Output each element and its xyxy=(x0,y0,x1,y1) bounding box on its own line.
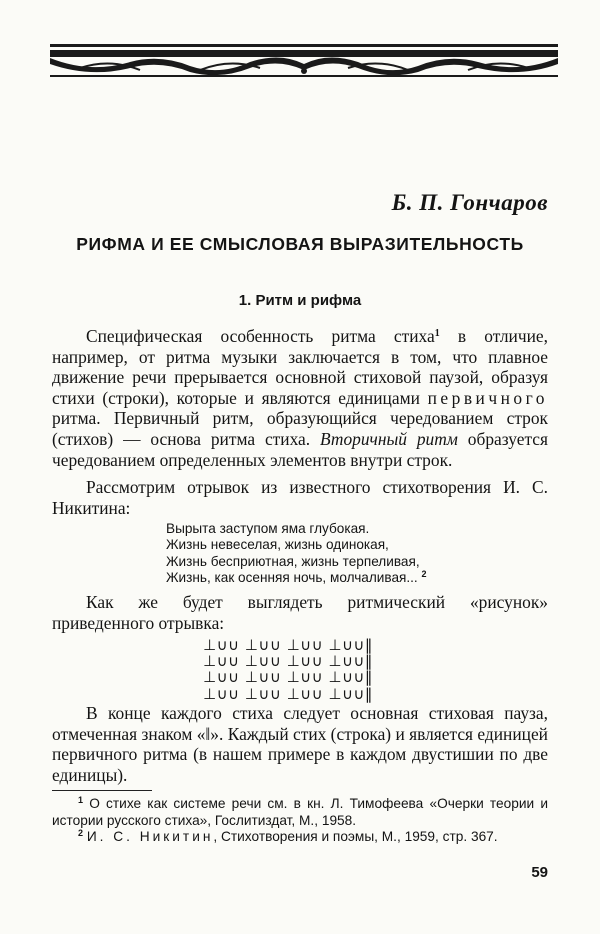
article-title: РИФМА И ЕЕ СМЫСЛОВАЯ ВЫРАЗИТЕЛЬНОСТЬ xyxy=(76,234,524,254)
footnotes xyxy=(52,796,548,846)
footnote-divider xyxy=(52,790,152,791)
poem-line: Жизнь, как осенняя ночь, молчаливая... $^2$ xyxy=(166,569,427,586)
scheme-line: ⊥∪∪ ⊥∪∪ ⊥∪∪ ⊥∪∪‖ xyxy=(203,652,373,671)
footnote-ref-2: 2 xyxy=(421,569,427,580)
paragraph-3: Как же будет выглядеть ритмический «рисунок» приведенного отрывка: xyxy=(52,592,548,633)
poem-line: Жизнь бесприютная, жизнь терпеливая, xyxy=(166,553,420,569)
scheme-line: ⊥∪∪ ⊥∪∪ ⊥∪∪ ⊥∪∪‖ xyxy=(203,668,373,687)
paragraph-4: В конце каждого стиха следует основная стиховая пауза, отмеченная знаком «‖». Каждый стих (строка) и является единицей первичного ритма (в нашем примере в каждом двустишии по две единицы). xyxy=(52,703,548,785)
rhythm-scheme xyxy=(203,637,373,702)
paragraph-1: Специфическая особенность ритма стиха$^1$ в отличие, например, от ритма музыки заключается в том, что плавное движение речи прерывается основной стиховой паузой, образуя стихи (строки), которые и являются единицами первичного ритма. Первичный ритм, образующийся чередованием строк (стихов) — основа ритма стиха. Вторичный ритм образуется чередованием определенных элементов внутри строк. xyxy=(52,326,548,470)
section-heading: 1. Ритм и рифма xyxy=(238,292,362,309)
poem-excerpt xyxy=(166,521,427,587)
paragraph-2: Рассмотрим отрывок из известного стихотворения И. С. Никитина: xyxy=(52,477,548,518)
author-name: Б. П. Гончаров xyxy=(391,190,548,215)
ornament-band xyxy=(50,44,558,78)
scheme-line: ⊥∪∪ ⊥∪∪ ⊥∪∪ ⊥∪∪‖ xyxy=(203,636,373,654)
page-number: 59 xyxy=(531,864,548,881)
poem-line: Жизнь невеселая, жизнь одинокая, xyxy=(166,537,389,553)
spaced-word: первичного xyxy=(427,387,548,408)
poem-line: Вырыта заступом яма глубокая. xyxy=(166,521,370,536)
footnote-1: $^1$ О стихе как системе речи см. в кн. Л. Тимофеева «Очерки теории и истории русского стиха», Гослитиздат, М., 1958. xyxy=(52,795,548,828)
italic-term: Вторичный ритм xyxy=(320,428,458,449)
footnote-2: $^2$ И. С. Никитин, Стихотворения и поэмы, М., 1959, стр. 367. xyxy=(78,828,498,844)
scheme-line: ⊥∪∪ ⊥∪∪ ⊥∪∪ ⊥∪∪‖ xyxy=(203,684,373,703)
footnote-ref-1: 1 xyxy=(434,328,440,339)
